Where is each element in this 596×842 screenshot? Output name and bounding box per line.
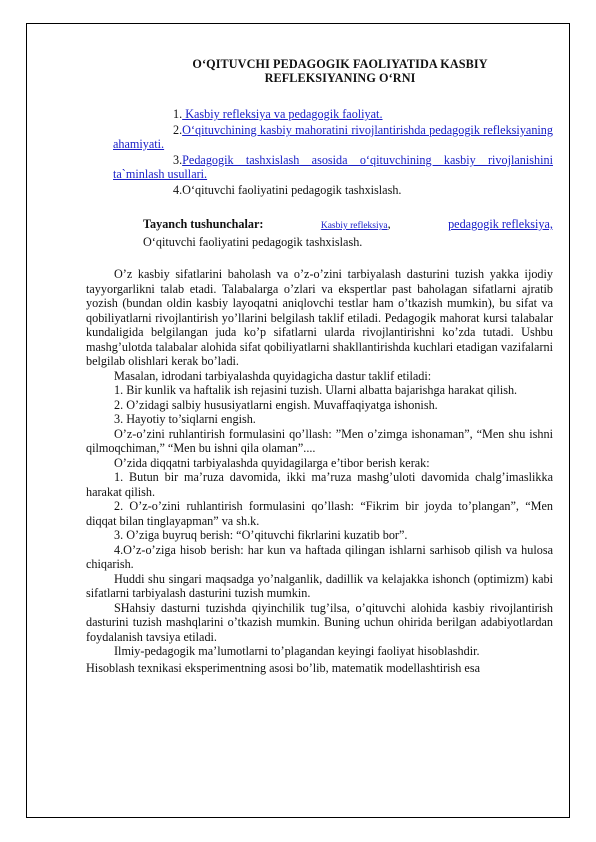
keyword-text-tashxislash: O‘qituvchi faoliyatini pedagogik tashxislash. xyxy=(143,235,363,249)
topic-item-3 xyxy=(113,153,553,181)
paragraph: 3. O’ziga buyruq berish: “O’qituvchi fikrlarini kuzatib bor”. xyxy=(114,528,408,542)
body-text xyxy=(86,267,553,675)
paragraph: Huddi shu singari maqsadga yo’nalganlik, dadillik va kelajakka ishonch (optimizm) kabi sifatlarni tarbiyalash dasturini tuzish mumkin. xyxy=(86,571,553,600)
topic-item-4 xyxy=(113,183,553,197)
keywords-block xyxy=(143,216,553,250)
topic-number: 2. xyxy=(173,123,183,137)
paragraph: 1. Bir kunlik va haftalik ish rejasini tuzish. Ularni albatta bajarishga harakat qilish. xyxy=(114,383,518,397)
paragraph: Ilmiy-pedagogik ma’lumotlarni to’plagandan keyingi faoliyat hisoblashdir. xyxy=(114,644,480,658)
paragraph: 2. O’z-o’zini ruhlantirish formulasini qo’llash: “Fikrim bir joyda to’plangan”, “Men diqqat bilan tinglayapman” va sh.k. xyxy=(86,499,553,528)
keyword-link-pedagogik-refleksiya[interactable]: pedagogik refleksiya, xyxy=(448,217,553,231)
title-line-1: O‘QITUVCHI PEDAGOGIK FAOLIYATIDA KASBIY xyxy=(192,57,488,71)
paragraph: Masalan, idrodani tarbiyalashda quyidagicha dastur taklif etiladi: xyxy=(114,368,432,383)
topic-text: O‘qituvchi faoliyatini pedagogik tashxislash. xyxy=(182,183,402,197)
topic-link[interactable]: Kasbiy refleksiya va pedagogik faoliyat. xyxy=(182,107,383,121)
topic-number: 3. xyxy=(173,153,183,167)
paragraph: 4.O’z-o’ziga hisob berish: har kun va haftada qilingan ishlarni sarhisob qilish va hulosa chiqarish. xyxy=(86,542,553,571)
page-title xyxy=(130,57,550,85)
paragraph: 3. Hayotiy to’siqlarni engish. xyxy=(114,412,256,426)
paragraph: 1. Butun bir ma’ruza davomida, ikki ma’ruza mashg’uloti davomida chalg’imaslikka harakat qilish. xyxy=(86,470,553,499)
paragraph: O’zida diqqatni tarbiyalashda quyidagilarga e’tibor berish kerak: xyxy=(114,455,430,470)
topic-number: 4. xyxy=(173,183,183,197)
paragraph: 2. O’zidagi salbiy hususiyatlarni engish. Muvaffaqiyatga ishonish. xyxy=(114,397,438,412)
topic-link[interactable]: Pedagogik tashxislash asosida o‘qituvchining kasbiy rivojlanishini ta`minlash usullari. xyxy=(113,153,553,181)
keyword-link-kasbiy-refleksiya[interactable]: Kasbiy refleksiya xyxy=(320,221,388,231)
paragraph: O’z kasbiy sifatlarini baholash va o’z-o’zini tarbiyalash dasturini tuzish yakka ijodiy tayyorgarlikni talab etadi. Talabalarga o’zlari va ekspertlar past baholagan sifatlarni ajratib yozish (bundan oldin kasbiy layoqatni aniqlovchi testlar ham o’tkazish mumkin), bu sifat va qobiliyatlarni rivojlantirish yo’llarini belgilash taklif etiladi. Pedagogik mahorat kursi talabalar kundaligida belgilangan juda ko’p sifatlarni ularda rivojlantirishni ko’zda tutadi. Ushbu mashg’ulotda talabalar alohida sifat qobiliyatlarni shakllantirishda kuchlari etadigan vazifalarni belgilab olishlari kerak bo’ladi. xyxy=(86,267,553,368)
paragraph: SHahsiy dasturni tuzishda qiyinchilik tug’ilsa, o’qituvchi alohida kasbiy rivojlantirish dasturini tuzish mashqlarini o’tkazish mumkin. Buning uchun ohirida berilgan adabiyotlardan foydalanish tavsiya etiladi. xyxy=(86,600,553,644)
topic-item-1 xyxy=(113,107,553,121)
topic-number: 1. xyxy=(173,107,183,121)
topic-link[interactable]: O‘qituvchining kasbiy mahoratini rivojlantirishda pedagogik refleksiyaning ahamiyati. xyxy=(113,123,553,151)
paragraph: O’z-o’zini ruhlantirish formulasini qo’llash: ”Men o’zimga ishonaman”, “Men shu ishni qilmoqchiman,” “Men bu ishni qila olaman”.... xyxy=(86,426,553,455)
title-line-2: REFLEKSIYANING O‘RNI xyxy=(264,71,416,85)
topic-item-2 xyxy=(113,123,553,151)
paragraph: Hisoblash texnikasi eksperimentning asosi bo’lib, matematik modellashtirish esa xyxy=(86,660,480,675)
keywords-label: Tayanch tushunchalar: xyxy=(143,217,264,231)
topic-list xyxy=(113,107,553,199)
keyword-separator: , xyxy=(387,217,391,231)
